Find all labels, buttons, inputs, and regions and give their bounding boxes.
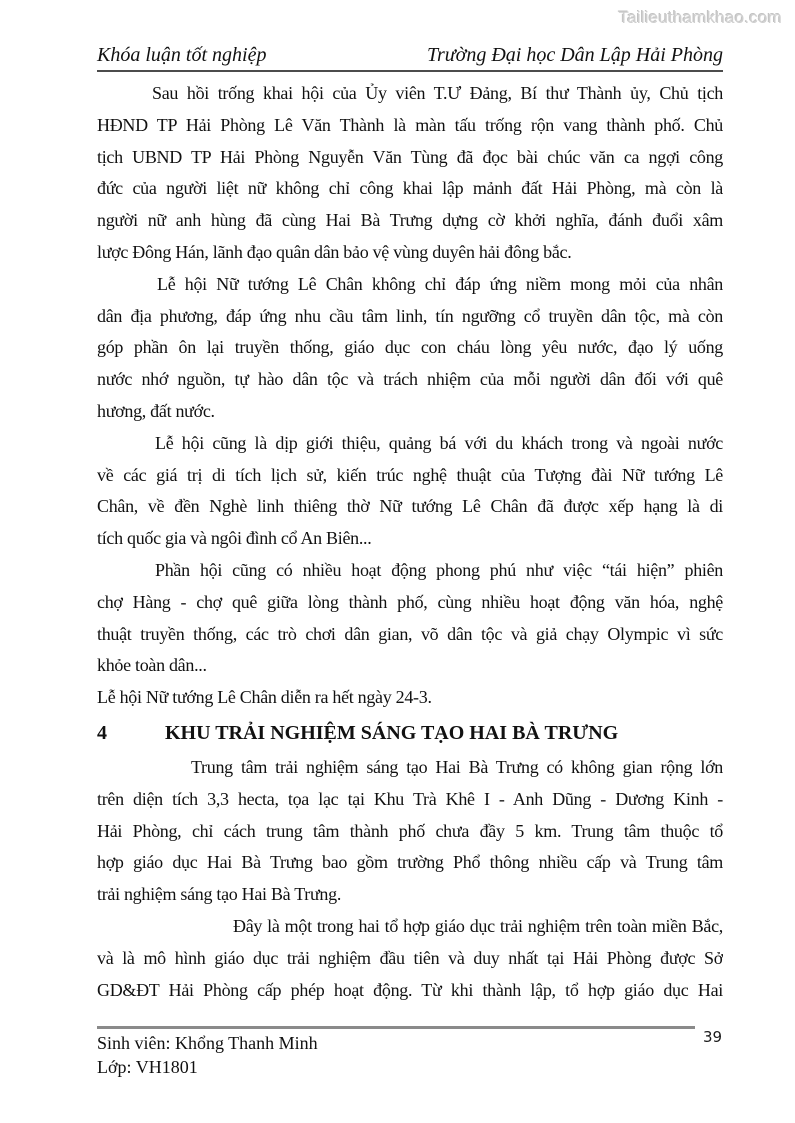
footer-info	[97, 1031, 318, 1079]
text-line: về các giá trị di tích lịch sử, kiến trúc nghệ thuật của Tượng đài Nữ tướng Lê	[97, 464, 723, 485]
footer-class-name: Lớp: VH1801	[97, 1057, 198, 1077]
text-line: lược Đông Hán, lãnh đạo quân dân bảo vệ vùng duyên hải đông bắc.	[97, 241, 572, 262]
footer-divider	[97, 1026, 695, 1029]
text-line: hương, đất nước.	[97, 400, 215, 421]
section-heading	[97, 714, 723, 752]
text-line: chợ Hàng - chợ quê giữa lòng thành phố, cùng nhiều hoạt động văn hóa, nghệ	[97, 591, 723, 612]
text-line: Đây là một trong hai tổ hợp giáo dục trải nghiệm trên toàn miền Bắc,	[233, 915, 723, 936]
header-right-title: Trường Đại học Dân Lập Hải Phòng	[426, 44, 723, 66]
text-line: trên diện tích 3,3 hecta, tọa lạc tại Khu Trà Khê I - Anh Dũng - Dương Kinh -	[97, 788, 723, 809]
text-line: GD&ĐT Hải Phòng cấp phép hoạt động. Từ khi thành lập, tổ hợp giáo dục Hai	[97, 979, 723, 1000]
text-line: HĐND TP Hải Phòng Lê Văn Thành là màn tấu trống rộn vang thành phố. Chủ	[97, 114, 723, 135]
running-header	[97, 44, 723, 72]
text-line: đức của người liệt nữ không chỉ công khai lập mảnh đất Hải Phòng, mà còn là	[97, 178, 723, 199]
text-line: Chân, về đền Nghè linh thiêng thờ Nữ tướng Lê Chân đã được xếp hạng là di	[97, 496, 723, 517]
text-line: khỏe toàn dân...	[97, 655, 207, 676]
text-line: hợp giáo dục Hai Bà Trưng bao gồm trường Phổ thông nhiều cấp và Trung tâm	[97, 852, 723, 873]
document-body	[97, 78, 723, 1006]
header-left-title: Khóa luận tốt nghiệp	[97, 44, 267, 66]
text-line: Lễ hội cũng là dịp giới thiệu, quảng bá với du khách trong và ngoài nước	[155, 432, 723, 453]
footer-student-name: Sinh viên: Khổng Thanh Minh	[97, 1033, 318, 1053]
text-line: nước nhớ nguồn, tự hào dân tộc và trách nhiệm của mỗi người dân đối với quê	[97, 369, 723, 390]
section-title: KHU TRẢI NGHIỆM SÁNG TẠO HAI BÀ TRƯNG	[165, 721, 619, 744]
text-line: tích quốc gia và ngôi đình cổ An Biên...	[97, 528, 372, 549]
text-line: Hải Phòng, chỉ cách trung tâm thành phố chưa đầy 5 km. Trung tâm thuộc tổ	[97, 820, 723, 841]
text-line: Trung tâm trải nghiệm sáng tạo Hai Bà Trưng có không gian rộng lớn	[191, 756, 723, 777]
text-line: dân địa phương, đáp ứng nhu cầu tâm linh, tín ngưỡng cổ truyền dân tộc, mà còn	[97, 305, 723, 326]
site-watermark: Tailieuthamkhao.com	[618, 8, 782, 27]
text-line: Sau hồi trống khai hội của Ủy viên T.Ư Đảng, Bí thư Thành ủy, Chủ tịch	[152, 83, 723, 103]
section-number: 4	[97, 721, 107, 744]
page-number: 39	[703, 1028, 723, 1046]
text-line: Phần hội cũng có nhiều hoạt động phong phú như việc “tái hiện” phiên	[155, 559, 723, 580]
text-line: trải nghiệm sáng tạo Hai Bà Trưng.	[97, 884, 342, 905]
text-line: thuật truyền thống, các trò chơi dân gian, võ dân tộc và giả chạy Olympic vì sức	[97, 623, 723, 644]
text-line: người nữ anh hùng đã cùng Hai Bà Trưng dựng cờ khởi nghĩa, đánh đuổi xâm	[97, 210, 723, 231]
text-line: góp phần ôn lại truyền thống, giáo dục con cháu lòng yêu nước, đạo lý uống	[97, 337, 723, 358]
text-line: Lễ hội Nữ tướng Lê Chân diễn ra hết ngày 24-3.	[97, 687, 432, 708]
text-line: Lễ hội Nữ tướng Lê Chân không chỉ đáp ứng niềm mong mỏi của nhân	[157, 273, 723, 294]
text-line: và là mô hình giáo dục trải nghiệm đầu tiên và duy nhất tại Hải Phòng được Sở	[97, 947, 723, 968]
text-line: tịch UBND TP Hải Phòng Nguyễn Văn Tùng đã đọc bài chúc văn ca ngợi công	[97, 146, 723, 167]
